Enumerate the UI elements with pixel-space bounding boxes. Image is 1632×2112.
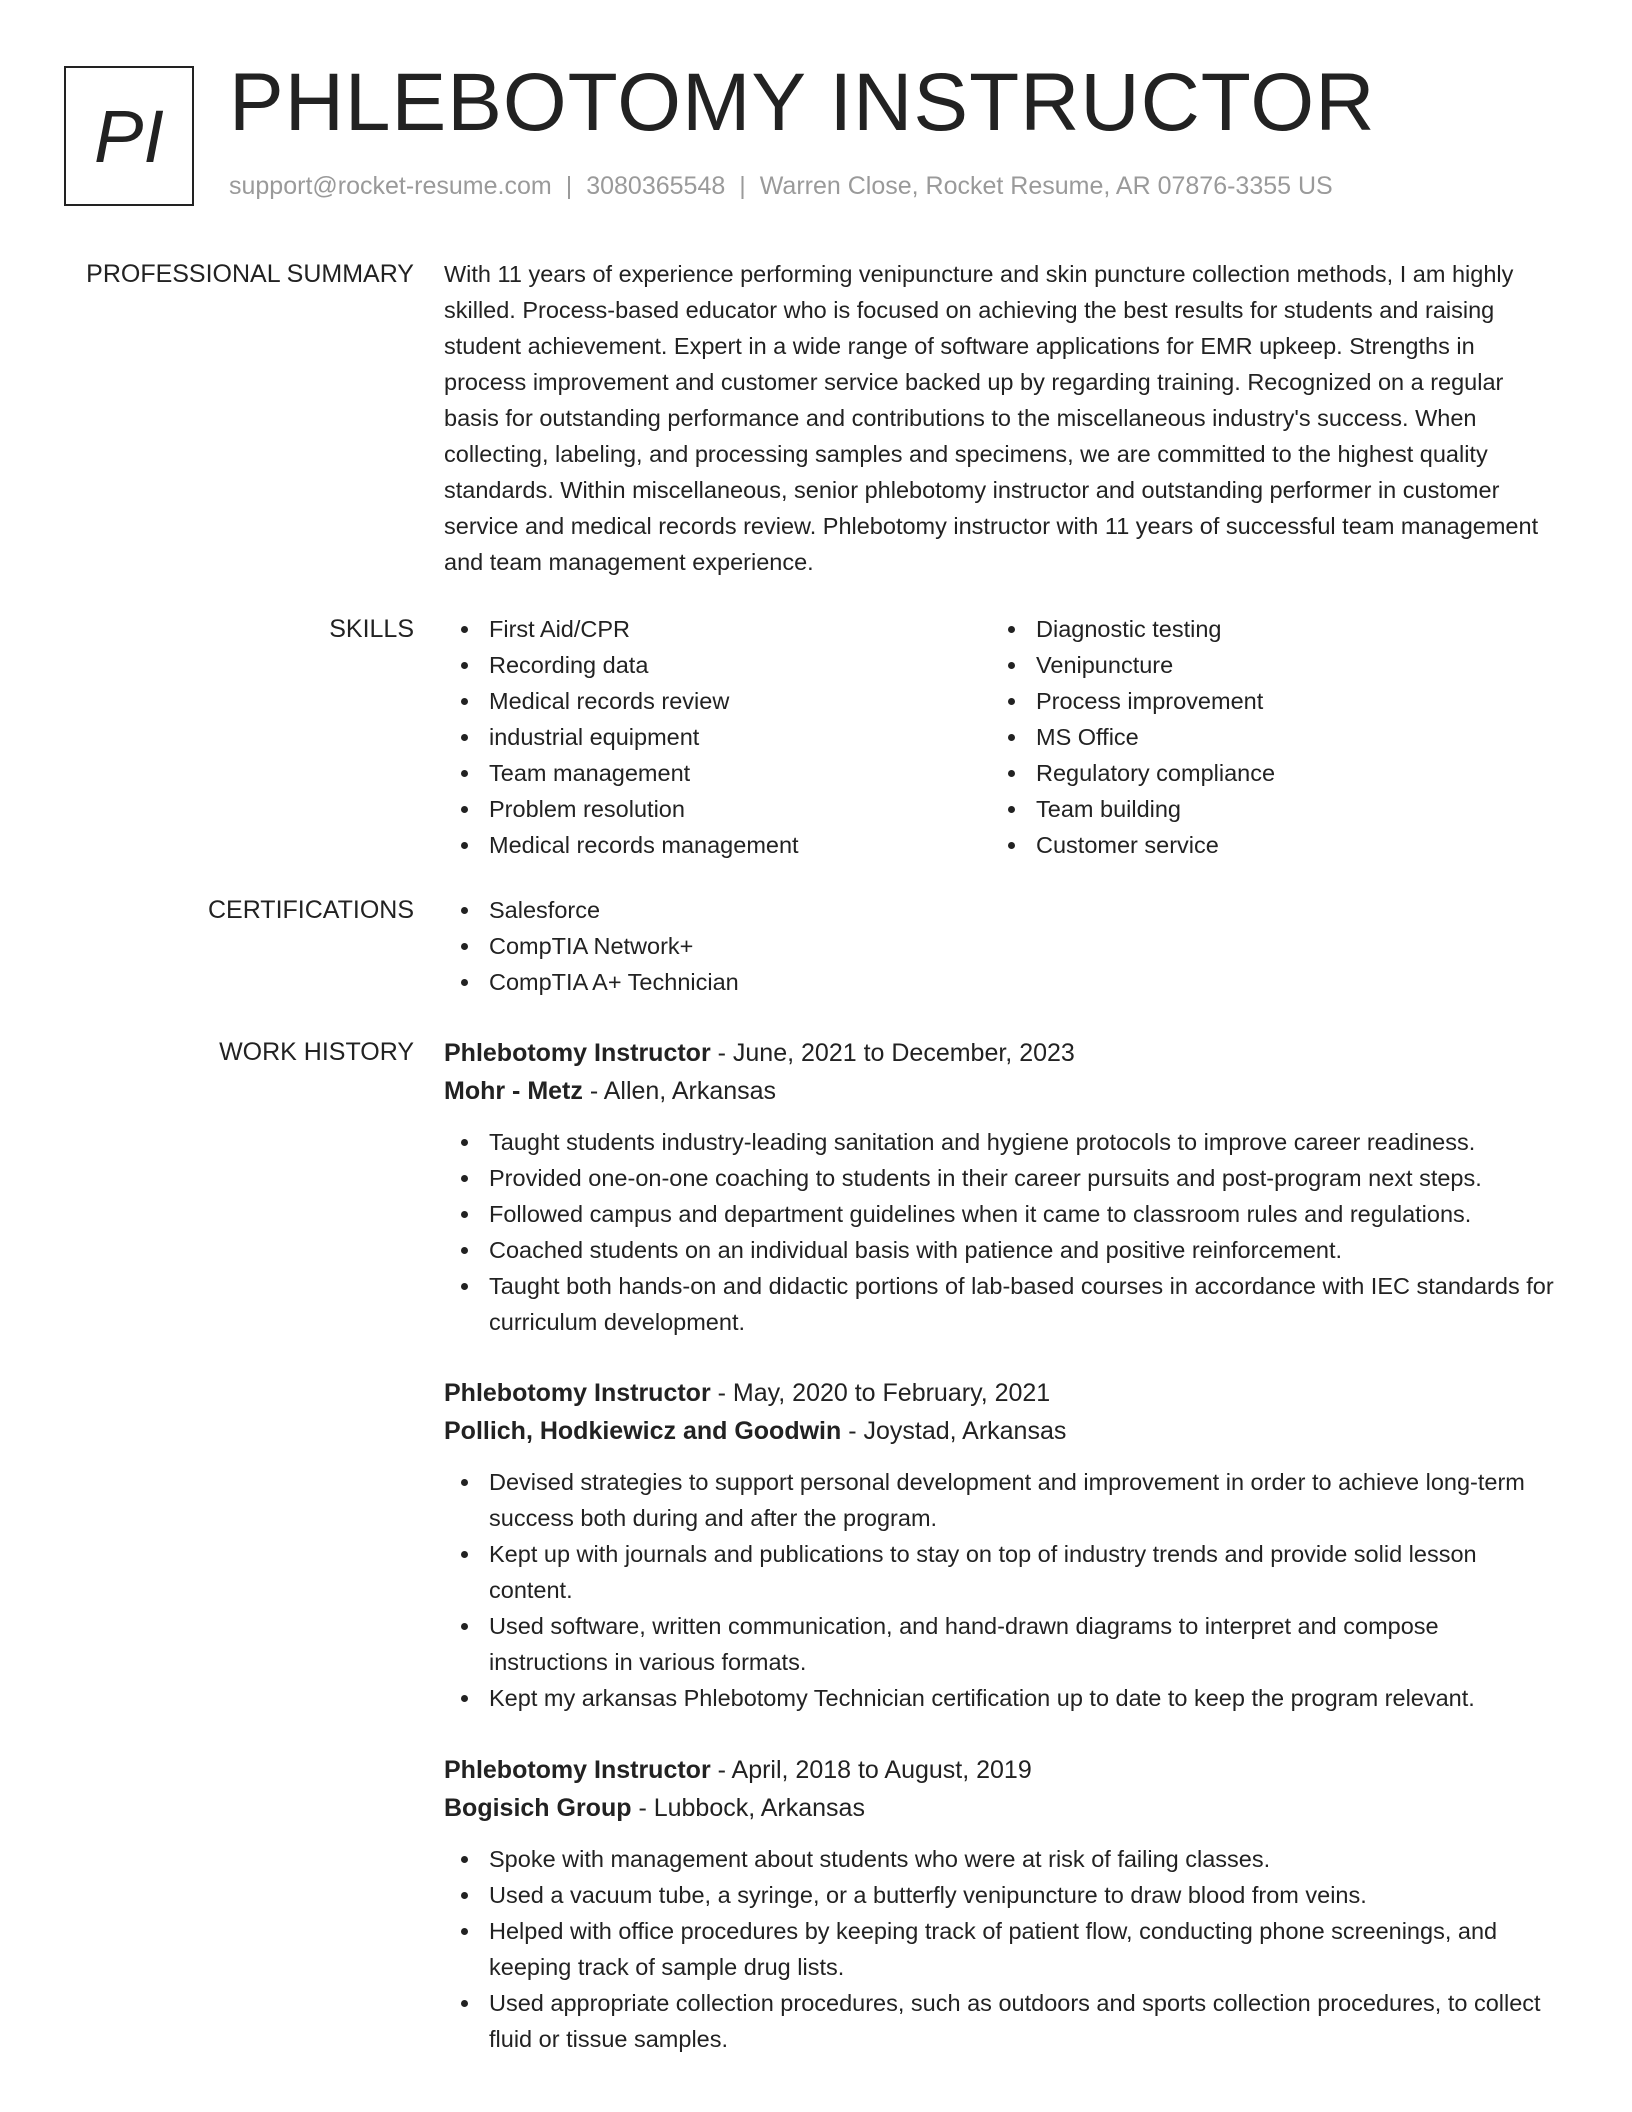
job-company-line (444, 1412, 1560, 1450)
job-duty-item: Provided one-on-one coaching to students in their career pursuits and post-program next steps. (444, 1160, 1560, 1196)
certification-item: Salesforce (444, 892, 1560, 928)
skill-item: Recording data (444, 647, 991, 683)
job-company: Pollich, Hodkiewicz and Goodwin (444, 1417, 842, 1445)
job-duty-item: Followed campus and department guidelines when it came to classroom rules and regulations. (444, 1196, 1560, 1232)
skills-list-right (991, 611, 1538, 863)
job-company-line (444, 1789, 1560, 1827)
resume-title: PHLEBOTOMY INSTRUCTOR (229, 57, 1376, 148)
skill-item: Medical records management (444, 827, 991, 863)
skill-item: Team building (991, 791, 1538, 827)
skill-item: Regulatory compliance (991, 755, 1538, 791)
job-duty-item: Used appropriate collection procedures, such as outdoors and sports collection procedures, to collect fluid or tissue samples. (444, 1985, 1560, 2057)
skill-item: Diagnostic testing (991, 611, 1538, 647)
skill-item: industrial equipment (444, 719, 991, 755)
summary-heading: PROFESSIONAL SUMMARY (86, 260, 414, 288)
summary-text: With 11 years of experience performing venipuncture and skin puncture collection methods, I am highly skilled. Process-based educator who is focused on achieving the best results for students and raising student achievement. Expert in a wide range of software applications for EMR upkeep. Strengths in process improvement and customer service backed up by regarding training. Recognized on a regular basis for outstanding performance and contributions to the miscellaneous industry's success. When collecting, labeling, and processing samples and specimens, we are committed to the highest quality standards. Within miscellaneous, senior phlebotomy instructor and outstanding performer in customer service and medical records review. Phlebotomy instructor with 11 years of successful team management and team management experience. (444, 261, 1539, 575)
job-location: - Lubbock, Arkansas (631, 1794, 865, 1822)
certifications-list (444, 892, 1560, 1000)
contact-phone: 3080365548 (586, 172, 726, 200)
contact-email: support@rocket-resume.com (229, 172, 552, 200)
job-location: - Joystad, Arkansas (841, 1417, 1067, 1445)
job-dates: - May, 2020 to February, 2021 (710, 1379, 1051, 1407)
job-duty-item: Devised strategies to support personal development and improvement in order to achieve long-term success both during and after the program. (444, 1464, 1560, 1536)
job-duty-item: Used a vacuum tube, a syringe, or a butterfly venipuncture to draw blood from veins. (444, 1877, 1560, 1913)
job-title-line (444, 1034, 1560, 1072)
job-duty-item: Taught students industry-leading sanitation and hygiene protocols to improve career readiness. (444, 1124, 1560, 1160)
job-duty-item: Helped with office procedures by keeping track of patient flow, conducting phone screenings, and keeping track of sample drug lists. (444, 1913, 1560, 1985)
skill-item: Team management (444, 755, 991, 791)
job-title-line (444, 1751, 1560, 1789)
skills-list-left (444, 611, 991, 863)
skills-heading: SKILLS (329, 615, 414, 643)
work-history-heading: WORK HISTORY (219, 1038, 414, 1066)
certification-item: CompTIA A+ Technician (444, 964, 1560, 1000)
monogram-logo: PI (64, 66, 194, 206)
job-duty-item: Taught both hands-on and didactic portions of lab-based courses in accordance with IEC standards for curriculum development. (444, 1268, 1560, 1340)
skills-body (444, 611, 1560, 863)
skill-item: Venipuncture (991, 647, 1538, 683)
job-duties (444, 1464, 1560, 1716)
job-duty-item: Spoke with management about students who were at risk of failing classes. (444, 1841, 1560, 1877)
job-duty-item: Coached students on an individual basis with patience and positive reinforcement. (444, 1232, 1560, 1268)
job-company-line (444, 1072, 1560, 1110)
certification-item: CompTIA Network+ (444, 928, 1560, 964)
skill-item: Process improvement (991, 683, 1538, 719)
contact-address: Warren Close, Rocket Resume, AR 07876-3355 US (759, 172, 1333, 200)
skill-item: Problem resolution (444, 791, 991, 827)
skill-item: Medical records review (444, 683, 991, 719)
certifications-body (444, 892, 1560, 1000)
job-title: Phlebotomy Instructor (444, 1039, 711, 1067)
job-duty-item: Used software, written communication, and hand-drawn diagrams to interpret and compose instructions in various formats. (444, 1608, 1560, 1680)
contact-separator: | (565, 172, 573, 200)
job-company: Bogisich Group (444, 1794, 632, 1822)
job-company: Mohr - Metz (444, 1077, 583, 1105)
skill-item: Customer service (991, 827, 1538, 863)
contact-separator: | (739, 172, 746, 200)
job-title: Phlebotomy Instructor (444, 1756, 711, 1784)
job-duties (444, 1841, 1560, 2057)
contact-line (229, 172, 1333, 201)
job-duty-item: Kept up with journals and publications to stay on top of industry trends and provide solid lesson content. (444, 1536, 1560, 1608)
job-duties (444, 1124, 1560, 1340)
summary-body (444, 256, 1560, 580)
job-title: Phlebotomy Instructor (444, 1379, 711, 1407)
certifications-heading: CERTIFICATIONS (207, 896, 414, 924)
job-duty-item: Kept my arkansas Phlebotomy Technician certification up to date to keep the program relevant. (444, 1680, 1560, 1716)
job-location: - Allen, Arkansas (582, 1077, 777, 1105)
job-title-line (444, 1374, 1560, 1412)
job-dates: - April, 2018 to August, 2019 (710, 1756, 1032, 1784)
skill-item: MS Office (991, 719, 1538, 755)
skill-item: First Aid/CPR (444, 611, 991, 647)
job-dates: - June, 2021 to December, 2023 (710, 1039, 1075, 1067)
